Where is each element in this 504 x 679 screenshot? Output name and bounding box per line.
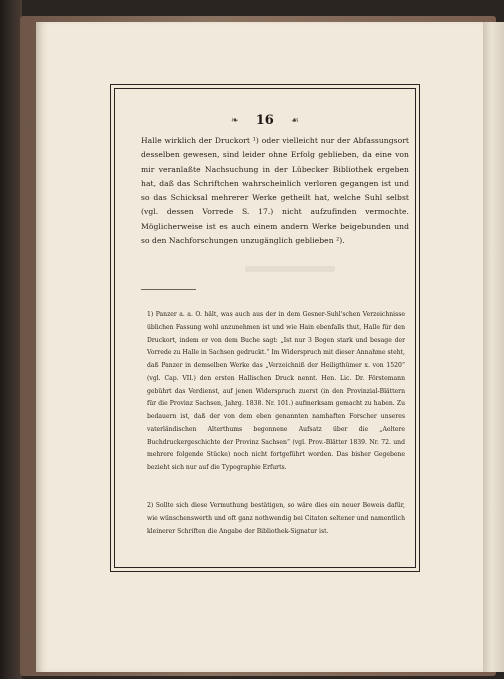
- footnote-separator: [141, 289, 196, 290]
- ornament-left-icon: ❧: [231, 115, 239, 126]
- page-header: [114, 110, 416, 130]
- show-through-text: [245, 266, 335, 272]
- main-text: [141, 134, 409, 248]
- page-edge: [483, 22, 504, 672]
- footnote-1-text: 1) Panzer a. a. O. hält, was auch aus der in dem Gesner-Suhl'schen Verzeichnisse üblichen Fassung wohl anzunehmen ist und wie Hain ebenfalls thut, Halle für den Druckort, indem er von dem Buche sagt: „Ist nur 3 Bogen stark und besage der Vorrede zu Halle in Sachsen gedruckt.“ Im Widerspruch mit dieser Annahme steht, daß Panzer in demselben Werke das „Verzeichniß der Heiligthümer x. von 1520“ (vgl. Cap. VII.) den ersten Hallischen Druck nennt. Hen. Lic. Dr. Förstemann gebührt das Verdienst, auf jenen Widerspruch zuerst (in den Provinzial-Blättern für die Provinz Sachsen, Jahrg. 1838. Nr. 101.) aufmerksam gemacht zu haben. Zu bedauern ist, daß der von dem eben genannten namhaften Forscher unseres vaterländischen Alterthums begonnene Aufsatz über die „Aeltere Buchdruckergeschichte der Provinz Sachsen“ (vgl. Prov.-Blätter 1839. Nr. 72. und mehrere folgende Stücke) noch nicht fortgeführt worden. Das bisher Gegebene bezieht sich nur auf die Typographie Erfurts.: [147, 311, 405, 471]
- footnote-2: [147, 500, 405, 538]
- footnote-2-text: 2) Sollte sich diese Vermuthung bestätigen, so wäre dies ein neuer Beweis dafür, wie wünschenswerth und oft ganz nothwendig bei Citaten seltener und namentlich kleinerer Schriften die Angabe der Bibliothek-Signatur ist.: [147, 502, 405, 535]
- main-paragraph: Halle wirklich der Druckort ¹) oder vielleicht nur der Abfassungsort desselben gewesen, sind leider ohne Erfolg geblieben, da eine von mir veranlaßte Nachsuchung in der Lübecker Bibliothek ergeben hat, daß das Schriftchen wahrscheinlich verloren gegangen ist und so das Schicksal mehrerer Werke getheilt hat, welche Suhl selbst (vgl. dessen Vorrede S. 17.) nicht aufzufinden vermochte. Möglicherweise ist es auch einem andern Werke beigebunden und so den Nachforschungen unzugänglich geblieben ²).: [141, 136, 409, 246]
- footnote-1: [147, 309, 405, 475]
- page-number: 16: [255, 113, 274, 128]
- ornament-right-icon: ☙: [290, 115, 299, 126]
- book-spine: [0, 0, 22, 679]
